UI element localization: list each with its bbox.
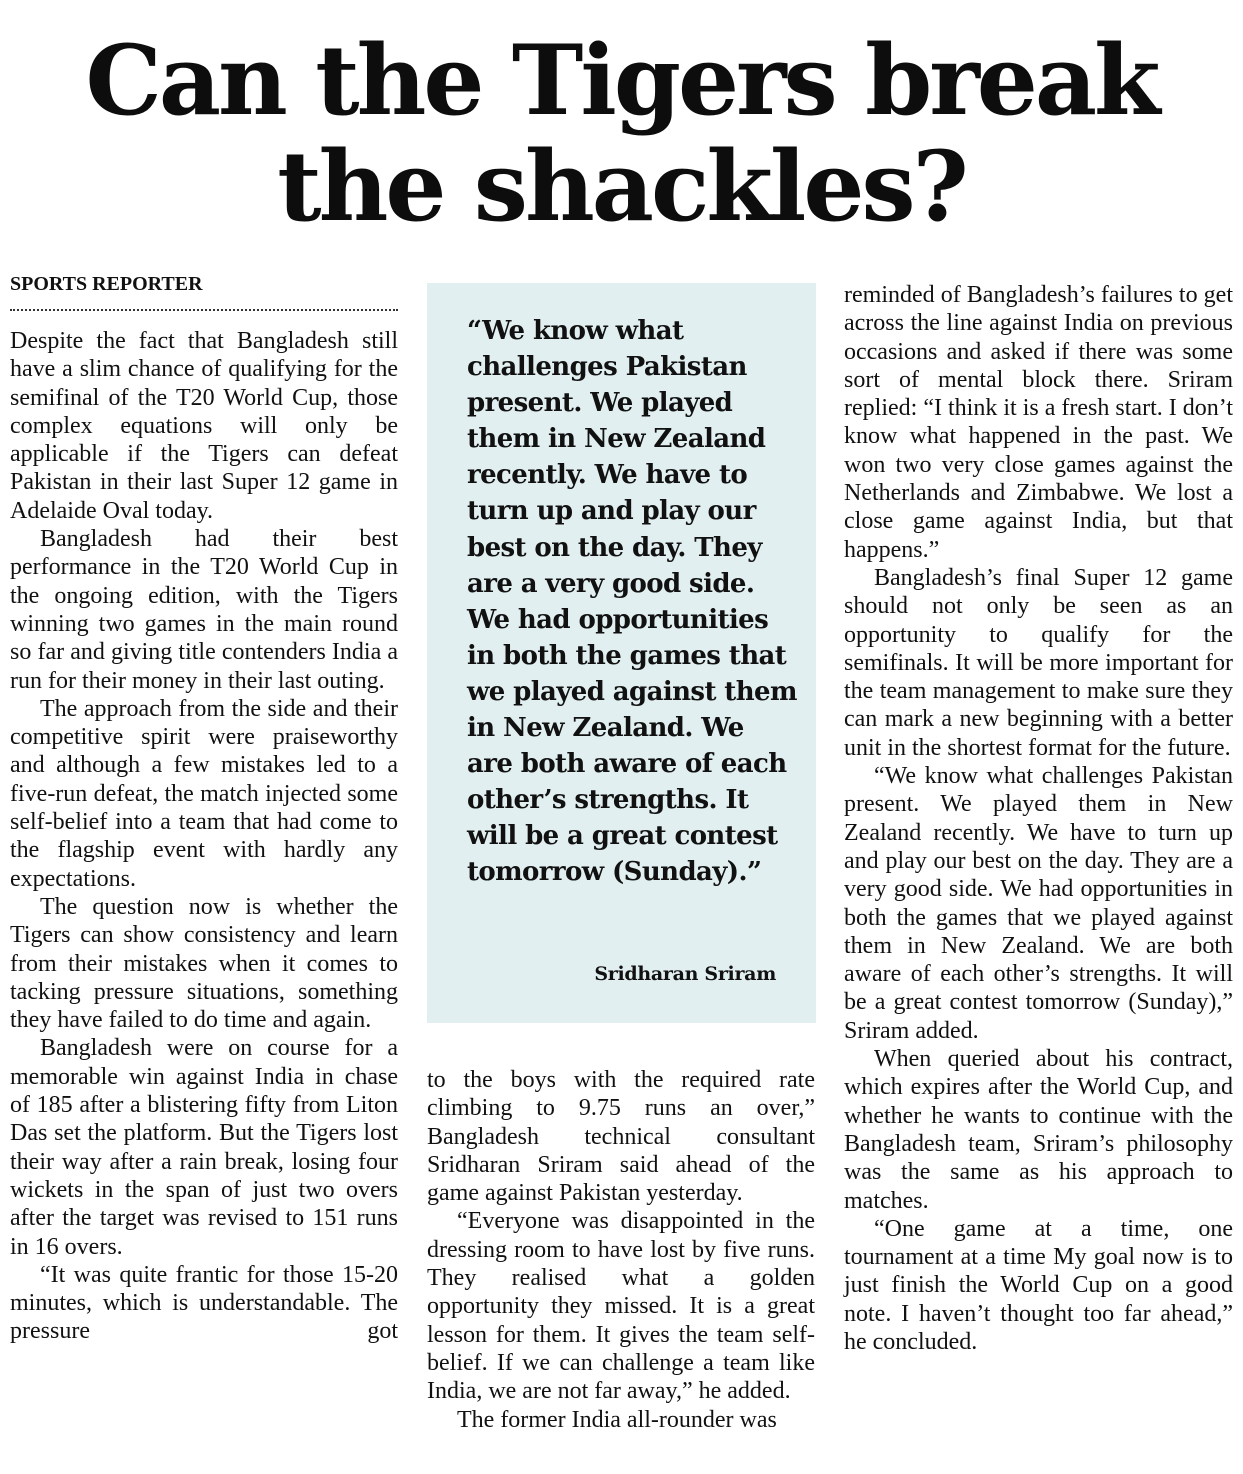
paragraph: Bangladesh had their best performance in the T20 World Cup in the ongoing edition, with the Tigers winning two games in the main round so far and giving title contenders India a run for their money in their last outing. [10, 526, 398, 694]
article-column-3 [844, 281, 1233, 1356]
byline: SPORTS REPORTER [10, 273, 203, 295]
article-column-2 [427, 1066, 815, 1434]
paragraph: to the boys with the required rate climbing to 9.75 runs an over,” Bangladesh technical consultant Sridharan Sriram said ahead of the game against Pakistan yesterday. [427, 1067, 815, 1207]
byline-divider [10, 309, 398, 311]
paragraph: The former India all-rounder was [457, 1406, 777, 1433]
paragraph: When queried about his contract, which expires after the World Cup, and whether he wants to continue with the Bangladesh team, Sriram’s philosophy was the same as his approach to matches. [844, 1046, 1233, 1214]
paragraph: Bangladesh’s final Super 12 game should not only be seen as an opportunity to qualify for the semifinals. It will be more important for the team management to make sure they can mark a new beginning with a better unit in the shortest format for the future. [844, 564, 1233, 761]
paragraph: The question now is whether the Tigers can show consistency and learn from their mistakes when it comes to tacking pressure situations, something they have failed to do time and again. [10, 893, 398, 1034]
paragraph: Despite the fact that Bangladesh still have a slim chance of qualifying for the semifinal of the T20 World Cup, those complex equations will only be applicable if the Tigers can defeat Pakistan in their last Super 12 game in Adelaide Oval today. [10, 328, 398, 524]
paragraph: “We know what challenges Pakistan present. We played them in New Zealand recently. We have to turn up and play our best on the day. They are a very good side. We had opportunities in both the games that we played against them in New Zealand. We are both aware of each other’s strengths. It will be a great contest tomorrow (Sunday),” Sriram added. [844, 763, 1233, 1044]
paragraph: “Everyone was disappointed in the dressing room to have lost by five runs. They realised what a golden opportunity they missed. It is a great lesson for them. It gives the team self-belief. If we can challenge a team like India, we are not far away,” he added. [427, 1208, 815, 1405]
article-column-1 [10, 327, 398, 1346]
pull-quote-attribution: Sridharan Sriram [594, 963, 776, 985]
paragraph: “It was quite frantic for those 15-20 minutes, which is understandable. The pressure got [10, 1261, 398, 1345]
paragraph: “One game at a time, one tournament at a time My goal now is to just finish the World Cup on a good note. I haven’t thought too far ahead,” he concluded. [844, 1215, 1233, 1355]
headline [0, 24, 1243, 243]
headline-line-1: Can the Tigers break [85, 24, 1158, 137]
paragraph: The approach from the side and their competitive spirit were praiseworthy and although a few mistakes led to a five-run defeat, the match injected some self-belief into a team that had come to the flagship event with hardly any expectations. [10, 695, 398, 892]
paragraph: reminded of Bangladesh’s failures to get across the line against India on previous occasions and asked if there was some sort of mental block there. Sriram replied: “I think it is a fresh start. I don’t know what happened in the past. We won two very close games against the Netherlands and Zimbabwe. We lost a close game against India, but that happens.” [844, 282, 1233, 563]
pull-quote-text: “We know what challenges Pakistan present. We played them in New Zealand recently. We have to turn up and play our best on the day. They are a very good side. We had opportunities in both the games that we played against them in New Zealand. We are both aware of each other’s strengths. It will be a great contest tomorrow (Sunday).” [467, 316, 797, 888]
paragraph: Bangladesh were on course for a memorable win against India in chase of 185 after a blistering fifty from Liton Das set the platform. But the Tigers lost their way after a rain break, losing four wickets in the span of just two overs after the target was revised to 151 runs in 16 overs. [10, 1035, 398, 1260]
headline-line-2: the shackles? [277, 130, 966, 243]
pull-quote-box [427, 283, 816, 1023]
